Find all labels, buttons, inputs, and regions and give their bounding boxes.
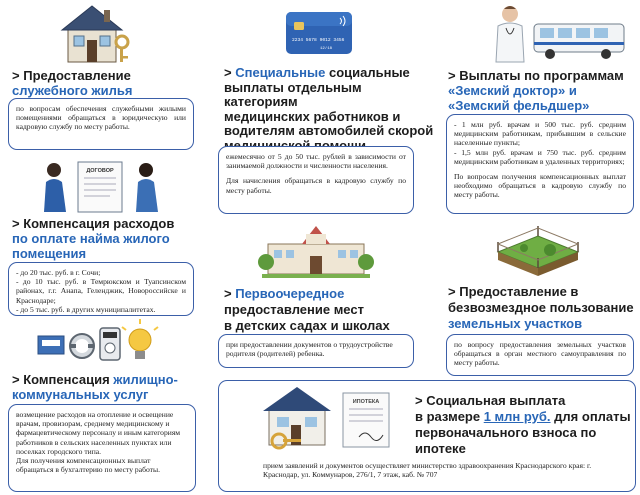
section-rent-compensation-title: > Компенсация расходов по оплате найма жилого помещения xyxy=(12,216,175,261)
utility-meters-illustration xyxy=(36,322,156,368)
house-with-key-illustration xyxy=(60,2,140,64)
section-kindergarten-info: при предоставлении документов о трудоустройстве родителя (родителей) ребенка. xyxy=(218,334,414,368)
section-utilities-title: > Компенсация жилищно- коммунальных услуг xyxy=(12,372,178,402)
section-special-payments-title: > Специальные социальные выплаты отдельным категориям медицинских работников и водителям автомобилей скорой xyxy=(224,65,434,139)
card-number: 2234 5678 9012 3456 xyxy=(292,38,345,43)
section-zemsky-doctor-info: - 1 млн руб. врачам и 500 тыс. руб. средним медицинским работникам, прибывшим в сельские населенные пункты; - 1,5 млн руб. врачам и 750 тыс. руб. средним медицинским работникам в удаленных территориях; По вопросам получения компенсационных выплат необходимо обращаться в кадровую службу по месту работы. xyxy=(446,114,634,214)
section-land-title: > Предоставление в безвозмездное пользование земельных участков xyxy=(448,284,634,331)
school-building-illustration xyxy=(262,220,370,278)
section-utilities-info: возмещение расходов на отопление и освещение врачам, провизорам, среднему медицинскому и фармацевтическому персоналу и иным категориям работников в сельских населенных пунктах или поселках городского типа. Для получения компенсационных выплат обращаться в бухгалтерию по месту работы. xyxy=(8,404,196,492)
mortgage-folder-label: ИПОТЕКА xyxy=(352,399,380,405)
section-mortgage-info: прием заявлений и документов осуществляет министерство здравоохранения Краснодарского края: г. Краснодар, ул. Коммунаров, 276/1, 7 этаж, каб. № 707 xyxy=(263,461,592,480)
section-service-housing-info: по вопросам обеспечения служебными жилыми помещениями обращаться в юридическую или кадровую службу по месту работы. xyxy=(8,98,194,150)
section-service-housing-title: > Предоставление служебного жилья xyxy=(12,68,133,98)
mortgage-house-keys-illustration xyxy=(259,383,397,453)
section-special-payments-info: ежемесячно от 5 до 50 тыс. рублей в зависимости от занимаемой должности и численности населения. Для начисления обращаться в кадровую службу по месту работы. xyxy=(218,146,414,214)
land-plot-illustration xyxy=(490,222,586,278)
card-expiry: 12/18 xyxy=(320,47,333,51)
mortgage-panel xyxy=(218,380,636,492)
contract-doc-label: ДОГОВОР xyxy=(86,168,114,174)
bank-card-icon xyxy=(286,12,352,54)
contract-signing-illustration xyxy=(40,156,160,214)
doctor-and-bus-illustration xyxy=(488,2,628,62)
section-land-info: по вопросу предоставления земельных участков обращаться в орган местного самоуправления по месту работы. xyxy=(446,334,634,376)
section-zemsky-doctor-title: > Выплаты по программам «Земский доктор» и «Земский фельдшер» xyxy=(448,68,624,113)
section-kindergarten-title: > Первоочередное предоставление мест в детских садах и школах xyxy=(224,286,390,333)
section-rent-compensation-info: - до 20 тыс. руб. в г. Сочи; - до 10 тыс. руб. в Темрюкском и Туапсинском районах, г.г. Анапа, Геленджик, Новороссийске и Краснодаре; - до 5 тыс. руб. в других муниципалитетах. xyxy=(8,262,194,316)
section-mortgage-title: > Социальная выплата в размере 1 млн руб. для оплаты первоначального взноса по ипотеке xyxy=(415,393,631,456)
